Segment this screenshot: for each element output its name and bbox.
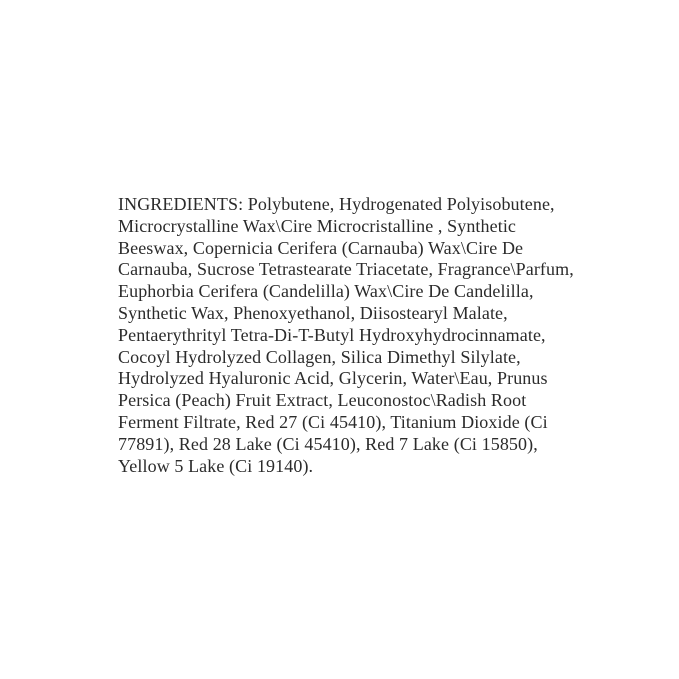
ingredients-line: Euphorbia Cerifera (Candelilla) Wax\Cire De Candelilla, xyxy=(118,281,534,302)
ingredients-line: Cocoyl Hydrolyzed Collagen, Silica Dimethyl Silylate, xyxy=(118,346,521,367)
ingredients-line: Synthetic Wax, Phenoxyethanol, Diisostearyl Malate, xyxy=(118,302,508,323)
ingredients-line: Hydrolyzed Hyaluronic Acid, Glycerin, Water\Eau, Prunus xyxy=(118,368,548,389)
ingredients-line: 77891), Red 28 Lake (Ci 45410), Red 7 Lake (Ci 15850), xyxy=(118,433,538,454)
ingredients-line: Microcrystalline Wax\Cire Microcristalline , Synthetic xyxy=(118,215,517,236)
ingredients-text-block xyxy=(118,194,598,477)
ingredients-line: Ferment Filtrate, Red 27 (Ci 45410), Titanium Dioxide (Ci xyxy=(118,411,548,432)
ingredients-line: Pentaerythrityl Tetra-Di-T-Butyl Hydroxyhydrocinnamate, xyxy=(118,324,546,345)
ingredients-line: Yellow 5 Lake (Ci 19140). xyxy=(118,455,314,476)
ingredients-line: Persica (Peach) Fruit Extract, Leuconostoc\Radish Root xyxy=(118,390,527,411)
ingredients-line: Carnauba, Sucrose Tetrastearate Triacetate, Fragrance\Parfum, xyxy=(118,259,574,280)
ingredients-line: INGREDIENTS: Polybutene, Hydrogenated Polyisobutene, xyxy=(118,194,555,214)
ingredients-line: Beeswax, Copernicia Cerifera (Carnauba) Wax\Cire De xyxy=(118,237,524,258)
